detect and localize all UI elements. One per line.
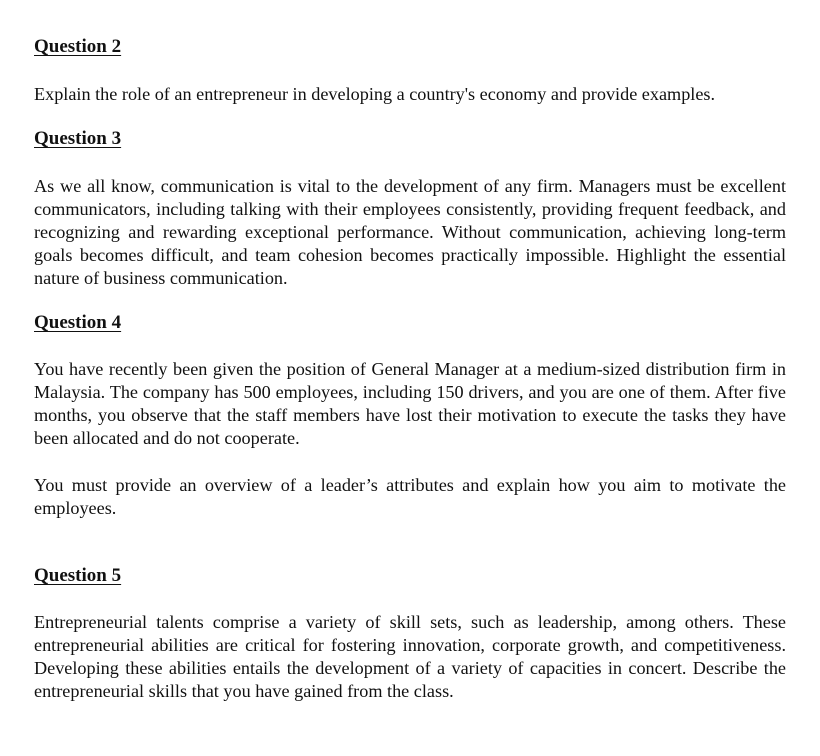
question-3-heading: Question 3: [34, 128, 122, 149]
question-5-text: Entrepreneurial talents comprise a variety of skill sets, such as leadership, among others. These entrepreneurial abilities are critical for fostering innovation, corporate growth, and competitiveness. Developing these abilities entails the development of a variety of capacities in concert. Describe the entrepreneurial skills that you have gained from the class.: [34, 612, 786, 701]
question-4-heading: Question 4: [34, 312, 122, 333]
question-4-text-1: You have recently been given the position of General Manager at a medium-sized distribution firm in Malaysia. The company has 500 employees, including 150 drivers, and you are one of them. After five months, you observe that the staff members have lost their motivation to execute the tasks they have been allocated and do not cooperate.: [34, 359, 786, 448]
question-5-heading: Question 5: [34, 565, 122, 586]
question-3-text: As we all know, communication is vital to the development of any firm. Managers must be excellent communicators, including talking with their employees consistently, providing frequent feedback, and recognizing and rewarding exceptional performance. Without communication, achieving long-term goals becomes difficult, and team cohesion becomes practically impossible. Highlight the essential nature of business communication.: [34, 176, 786, 288]
question-2-heading: Question 2: [34, 36, 122, 57]
question-4-text-2: You must provide an overview of a leader’s attributes and explain how you aim to motivate the employees.: [34, 475, 786, 518]
question-2-text: Explain the role of an entrepreneur in developing a country's economy and provide examples.: [34, 84, 716, 104]
